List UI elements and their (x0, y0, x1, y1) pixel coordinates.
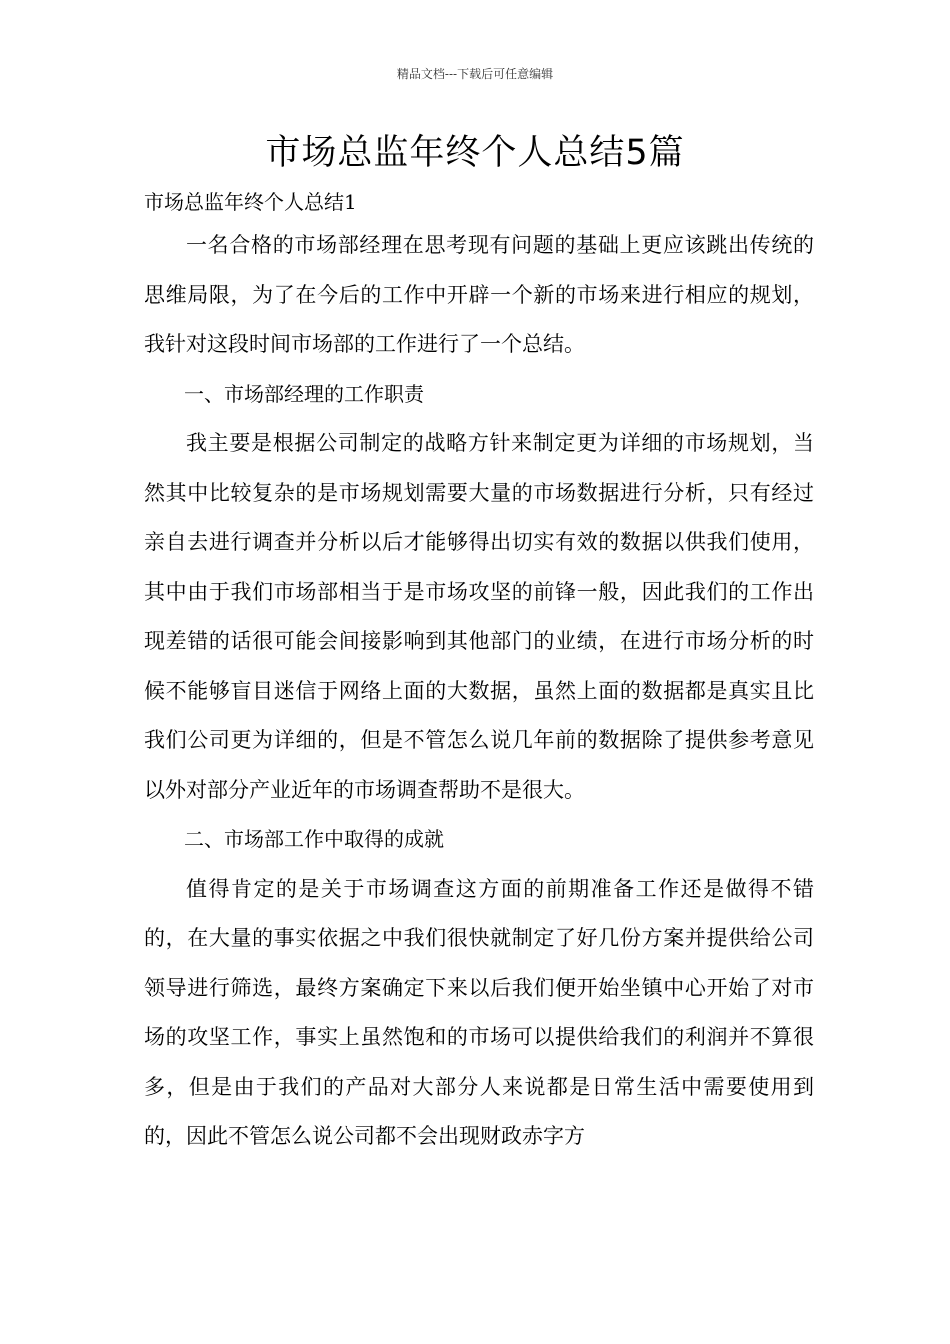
paragraph-duties: 我主要是根据公司制定的战略方针来制定更为详细的市场规划，当然其中比较复杂的是市场规划需要大量的市场数据进行分析，只有经过亲自去进行调查并分析以后才能够得出切实有效的数据以供我们使用，其中由于我们市场部相当于是市场攻坚的前锋一般，因此我们的工作出现差错的话很可能会间接影响到其他部门的业绩，在进行市场分析的时候不能够盲目迷信于网络上面的大数据，虽然上面的数据都是真实且比我们公司更为详细的，但是不管怎么说几年前的数据除了提供参考意见以外对部分产业近年的市场调查帮助不是很大。 (144, 431, 814, 802)
section-subtitle: 市场总监年终个人总结1 (144, 190, 357, 214)
document-title: 市场总监年终个人总结5篇 (265, 133, 685, 173)
section-heading-2: 二、市场部工作中取得的成就 (184, 827, 444, 851)
paragraph-achievements: 值得肯定的是关于市场调查这方面的前期准备工作还是做得不错的，在大量的事实依据之中我们很快就制定了好几份方案并提供给公司领导进行筛选，最终方案确定下来以后我们便开始坐镇中心开始了对市场的攻坚工作，事实上虽然饱和的市场可以提供给我们的利润并不算很多，但是由于我们的产品对大部分人来说都是日常生活中需要使用到的，因此不管怎么说公司都不会出现财政赤字方 (144, 876, 814, 1148)
document-body (144, 183, 814, 1162)
paragraph-intro: 一名合格的市场部经理在思考现有问题的基础上更应该跳出传统的思维局限，为了在今后的工作中开辟一个新的市场来进行相应的规划，我针对这段时间市场部的工作进行了一个总结。 (144, 233, 814, 356)
section-heading-1: 一、市场部经理的工作职责 (184, 381, 424, 406)
header-note: 精品文档---下载后可任意编辑 (396, 67, 554, 81)
